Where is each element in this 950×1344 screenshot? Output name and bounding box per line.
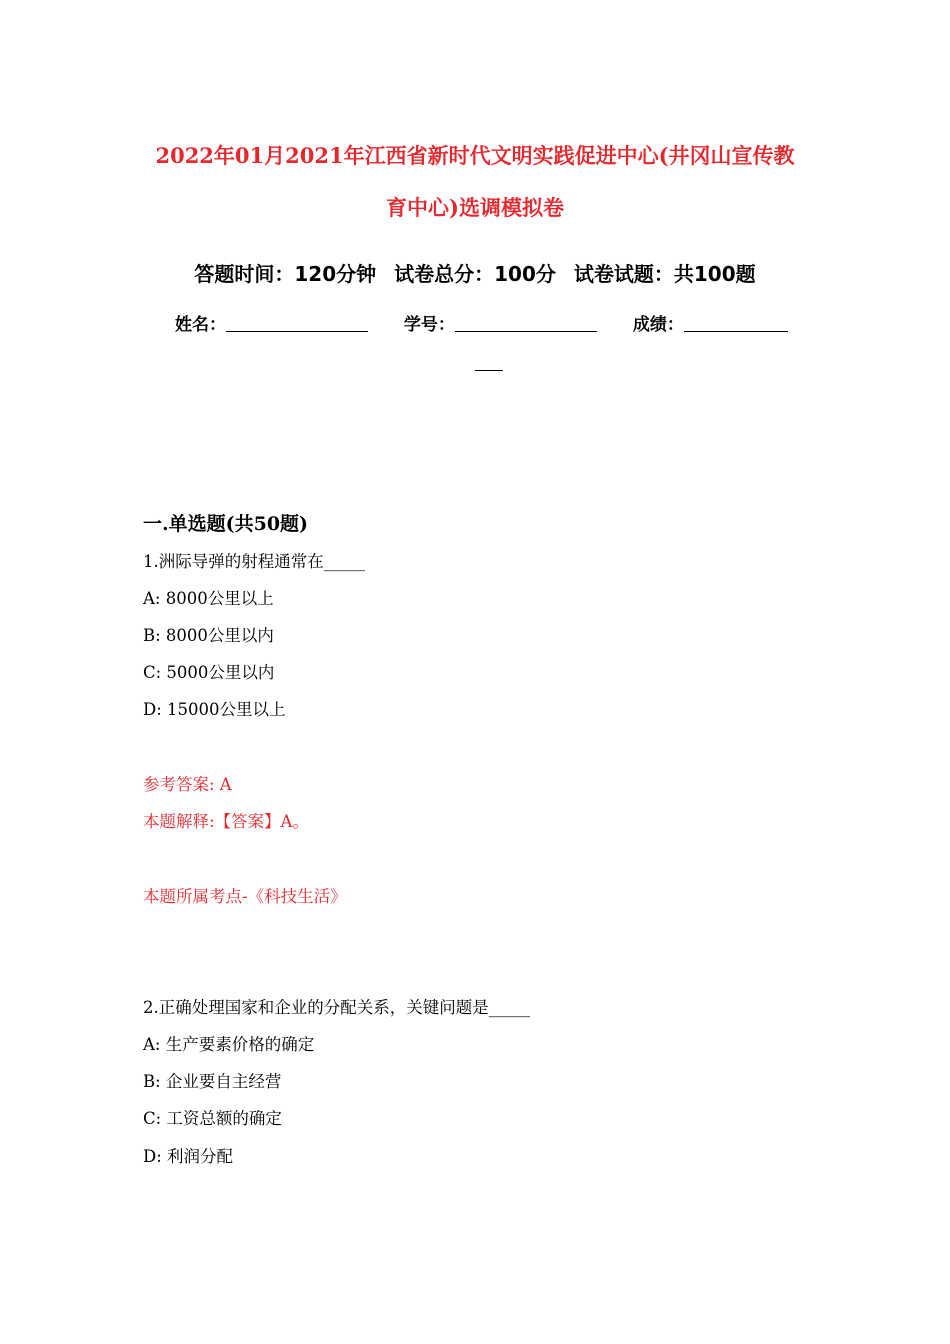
student-id-blank <box>455 315 597 332</box>
exam-question-count: 试卷试题：共100题 <box>573 262 756 286</box>
name-label: 姓名： <box>175 315 226 335</box>
question-2-option-a: A: 生产要素价格的确定 <box>143 1035 315 1054</box>
question-1-stem: 1.洲际导弹的射程通常在_____ <box>143 552 365 571</box>
exam-time: 答题时间：120分钟 <box>194 262 377 286</box>
question-1-option-c: C: 5000公里以内 <box>143 663 275 682</box>
question-1-option-d: D: 15000公里以上 <box>143 700 286 719</box>
score-blank <box>684 315 788 332</box>
section-title: 一.单选题(共50题) <box>143 513 309 535</box>
exam-title-line-1: 2022年01月2021年江西省新时代文明实践促进中心(井冈山宣传教 <box>155 143 795 168</box>
question-1-option-a: A: 8000公里以上 <box>143 589 274 608</box>
exam-title <box>130 130 820 234</box>
question-1-topic: 本题所属考点-《科技生活》 <box>143 887 347 906</box>
question-2-option-d: D: 利润分配 <box>143 1147 234 1166</box>
question-1-answer: 参考答案: A <box>143 775 232 794</box>
score-label: 成绩： <box>632 315 684 335</box>
student-id-field <box>404 312 597 338</box>
question-1-explanation: 本题解释:【答案】A。 <box>143 812 309 831</box>
score-field <box>633 312 788 338</box>
exam-meta <box>0 258 950 290</box>
score-blank-continuation <box>475 356 503 371</box>
exam-total-score: 试卷总分：100分 <box>394 262 556 286</box>
exam-title-line-2: 育中心)选调模拟卷 <box>386 195 564 220</box>
question-2-option-c: C: 工资总额的确定 <box>143 1109 282 1128</box>
question-1-option-b: B: 8000公里以内 <box>143 626 274 645</box>
student-info-fields <box>175 312 815 338</box>
question-2-option-b: B: 企业要自主经营 <box>143 1072 282 1091</box>
student-id-label: 学号： <box>403 315 455 335</box>
name-field <box>175 312 368 338</box>
question-2-stem: 2.正确处理国家和企业的分配关系，关键问题是_____ <box>143 998 530 1017</box>
name-blank <box>226 315 368 332</box>
